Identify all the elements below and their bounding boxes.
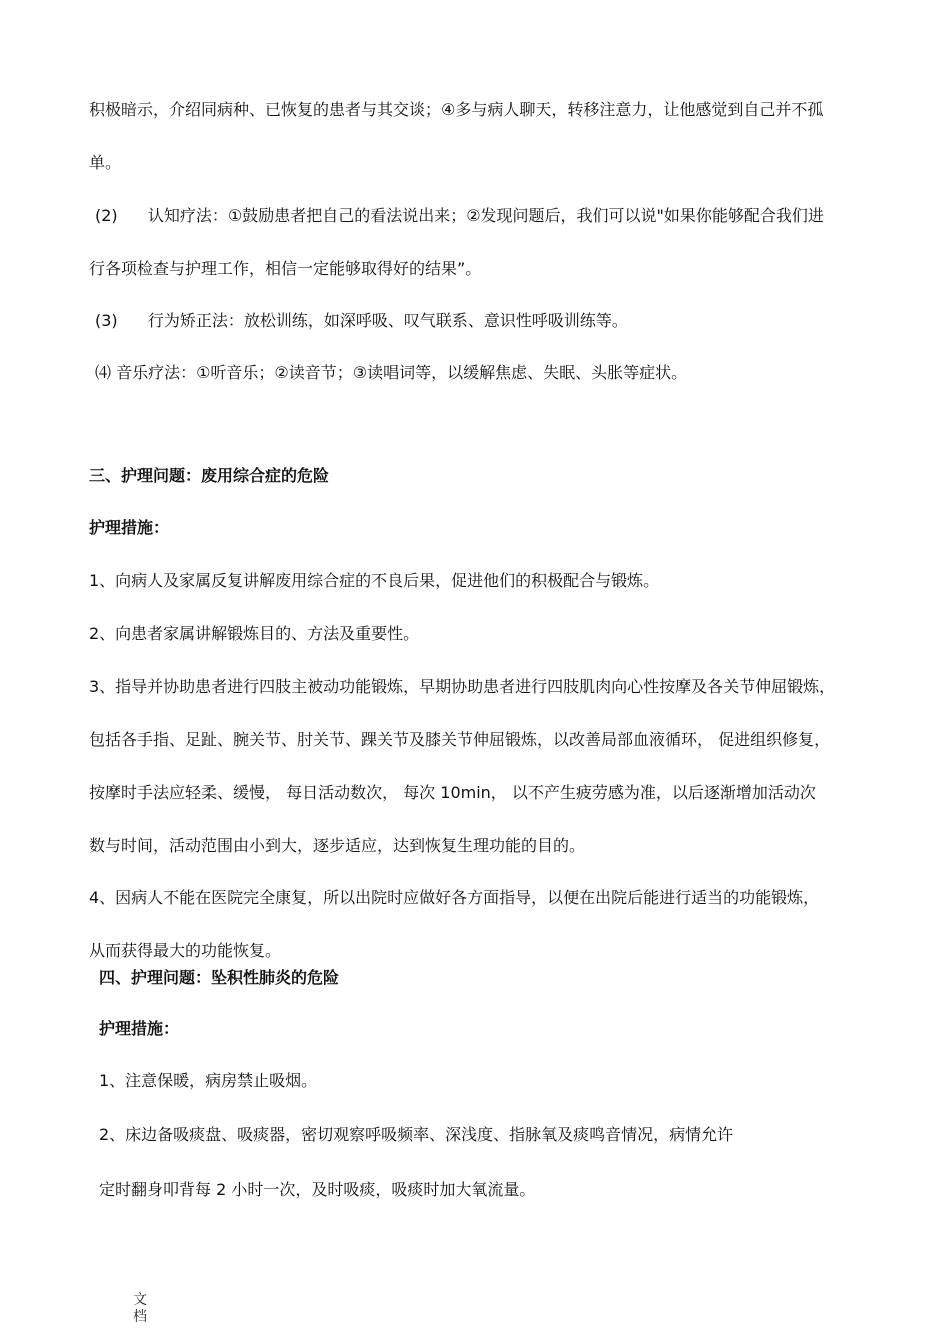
paragraph-line: 数与时间，活动范围由小到大，逐步适应，达到恢复生理功能的目的。	[89, 836, 586, 855]
list-item-text: 认知疗法：①鼓励患者把自己的看法说出来；②发现问题后，我们可以说"如果你能够配合我们进	[147, 206, 824, 225]
paragraph-line: 行各项检查与护理工作，相信一定能够取得好的结果”。	[89, 259, 482, 278]
measures-label: 护理措施：	[89, 518, 170, 537]
list-item: 1、向病人及家属反复讲解废用综合症的不良后果，促进他们的积极配合与锻炼。	[89, 571, 660, 590]
list-item: 2、向患者家属讲解锻炼目的、方法及重要性。	[89, 624, 420, 643]
paragraph-line: 从而获得最大的功能恢复。	[89, 941, 282, 960]
list-item-text: 行为矫正法：放松训练，如深呼吸、叹气联系、意识性呼吸训练等。	[147, 311, 628, 330]
list-item-cognitive-therapy	[95, 206, 824, 226]
list-item-behavior-therapy	[95, 311, 628, 331]
list-item: 3、指导并协助患者进行四肢主被动功能锻炼，早期协助患者进行四肢肌肉向心性按摩及各关节伸屈锻炼，	[89, 677, 836, 696]
list-item: 4、因病人不能在医院完全康复，所以出院时应做好各方面指导，以便在出院后能进行适当的功能锻炼，	[89, 888, 820, 907]
paragraph-line: 按摩时手法应轻柔、缓慢， 每日活动数次， 每次 10min， 以不产生疲劳感为准，以后逐渐增加活动次	[89, 783, 816, 802]
list-item-music-therapy: ⑷ 音乐疗法：①听音乐；②读音节；③读唱词等，以缓解焦虑、失眠、头胀等症状。	[95, 363, 688, 382]
measures-label: 护理措施：	[99, 1019, 180, 1038]
section-heading: 四、护理问题：坠积性肺炎的危险	[99, 968, 340, 987]
list-item: 2、床边备吸痰盘、吸痰器，密切观察呼吸频率、深浅度、指脉氧及痰鸣音情况，病情允许	[99, 1125, 734, 1144]
paragraph-line: 定时翻身叩背每 2 小时一次，及时吸痰，吸痰时加大氧流量。	[99, 1180, 536, 1199]
page-footer: 文档	[133, 1292, 147, 1325]
list-item-number: (3)	[95, 311, 118, 330]
paragraph-line: 积极暗示，介绍同病种、已恢复的患者与其交谈；④多与病人聊天，转移注意力，让他感觉到自己并不孤	[89, 100, 824, 119]
paragraph-line: 包括各手指、足趾、腕关节、肘关节、踝关节及膝关节伸屈锻炼，以改善局部血液循环， 促进组织修复，	[89, 730, 831, 749]
paragraph-line: 单。	[89, 153, 122, 172]
list-item-number: (2)	[95, 206, 118, 225]
list-item: 1、注意保暖，病房禁止吸烟。	[99, 1071, 318, 1090]
section-heading: 三、护理问题：废用综合症的危险	[89, 466, 330, 485]
